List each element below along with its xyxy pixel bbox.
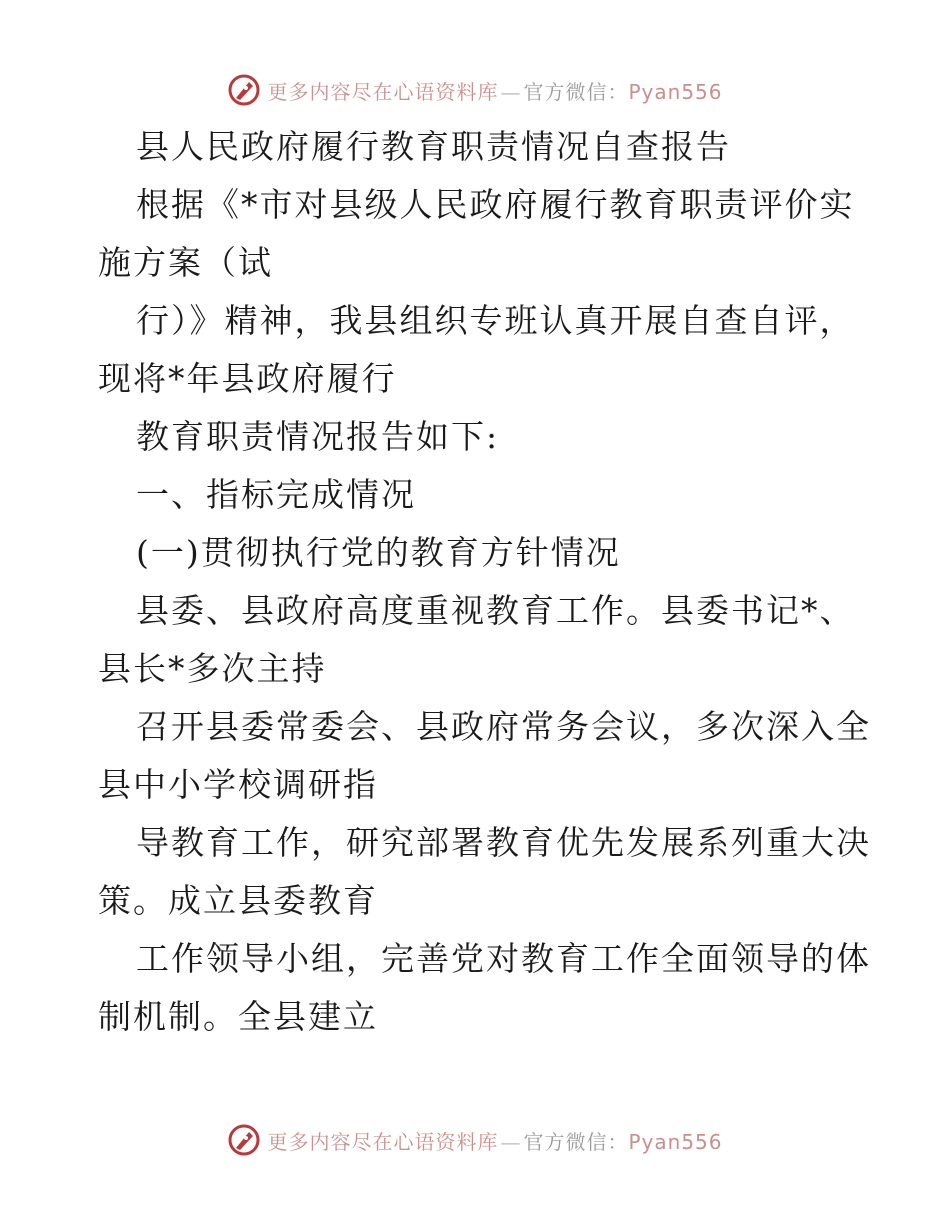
watermark-text: 更多内容尽在心语资料库 — 官方微信：Pyan556 <box>267 1129 723 1154</box>
pen-nib-circle-icon <box>227 73 261 107</box>
paragraph-line: 施方案（试 <box>98 243 273 282</box>
paragraph-line: 县长*多次主持 <box>98 649 327 688</box>
watermark-text: 更多内容尽在心语资料库 — 官方微信：Pyan556 <box>267 79 723 104</box>
paragraph-line: 策。成立县委教育 <box>98 881 378 920</box>
paragraph-line: 教育职责情况报告如下: <box>136 417 500 456</box>
paragraph-line: 导教育工作，研究部署教育优先发展系列重大决 <box>136 823 871 862</box>
paragraph-line: 召开县委常委会、县政府常务会议，多次深入全 <box>136 707 871 746</box>
paragraph-line: 县中小学校调研指 <box>98 765 378 804</box>
subsection-heading: (一)贯彻执行党的教育方针情况 <box>136 533 621 572</box>
paragraph-line: 县委、县政府高度重视教育工作。县委书记*、 <box>136 591 855 630</box>
paragraph-line: 根据《*市对县级人民政府履行教育职责评价实 <box>136 185 855 224</box>
section-heading: 一、指标完成情况 <box>136 475 416 514</box>
header-watermark <box>0 70 950 110</box>
footer-watermark <box>0 1120 950 1160</box>
document-body <box>98 118 871 1046</box>
paragraph-line: 制机制。全县建立 <box>98 997 378 1036</box>
paragraph-line: 行）》精神，我县组织专班认真开展自查自评， <box>136 301 855 340</box>
paragraph-line: 现将*年县政府履行 <box>98 359 397 398</box>
document-title: 县人民政府履行教育职责情况自查报告 <box>136 127 731 166</box>
paragraph-line: 工作领导小组，完善党对教育工作全面领导的体 <box>136 939 871 978</box>
pen-nib-circle-icon <box>227 1123 261 1157</box>
